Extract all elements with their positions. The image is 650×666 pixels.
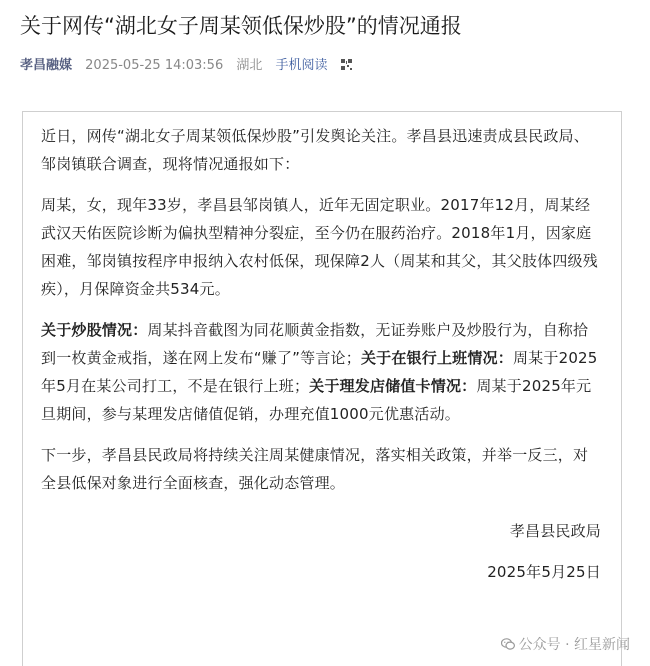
notice-paragraph-background: 周某，女，现年33岁，孝昌县邹岗镇人，近年无固定职业。2017年12月，周某经武汉天佑医院诊断为偏执型精神分裂症，至今仍在服药治疗。2018年1月，因家庭困难，邹岗镇按程序申报纳入农村低保，现保障2人（周某和其父，其父肢体四级残疾），月保障资金共534元。 <box>41 196 598 298</box>
qr-code-icon[interactable] <box>341 59 352 70</box>
notice-box <box>22 111 622 666</box>
article-datetime: 2025-05-25 14:03:56 <box>85 58 224 73</box>
signature-org: 孝昌县民政局 <box>509 522 601 540</box>
salon-heading: 关于理发店储值卡情况： <box>309 377 477 395</box>
signature-date: 2025年5月25日 <box>487 563 601 581</box>
watermark-text: 公众号 · 红星新闻 <box>518 637 630 653</box>
mobile-read-label[interactable]: 手机阅读 <box>275 58 328 73</box>
article-meta <box>20 56 361 76</box>
stock-heading: 关于炒股情况： <box>41 321 148 339</box>
stock-text: 周某抖音截图为同花顺黄金指数，无证券账户及炒股行为，自称拾到一枚黄金戒指，遂在网上发布“赚了”等言论； <box>41 321 589 367</box>
notice-paragraph-next-steps: 下一步，孝昌县民政局将持续关注周某健康情况，落实相关政策，并举一反三，对全县低保对象进行全面核查，强化动态管理。 <box>41 446 589 492</box>
mobile-read-link[interactable] <box>276 58 352 73</box>
article-source[interactable]: 孝昌融媒 <box>20 58 73 73</box>
bank-text: 周某于2025年5月在某公司打工，不是在银行上班； <box>41 349 598 395</box>
article-title: 关于网传“湖北女子周某领低保炒股”的情况通报 <box>20 14 462 38</box>
salon-text: 周某于2025年元旦期间，参与某理发店储值促销，办理充值1000元优惠活动。 <box>41 377 592 423</box>
notice-paragraph-clarifications <box>41 316 603 428</box>
bank-heading: 关于在银行上班情况： <box>360 349 513 367</box>
wechat-icon <box>501 637 515 651</box>
watermark <box>501 634 630 654</box>
notice-paragraph-intro: 近日，网传“湖北女子周某领低保炒股”引发舆论关注。孝昌县迅速责成县民政局、邹岗镇联合调查，现将情况通报如下： <box>41 127 589 173</box>
article-region: 湖北 <box>236 58 263 73</box>
